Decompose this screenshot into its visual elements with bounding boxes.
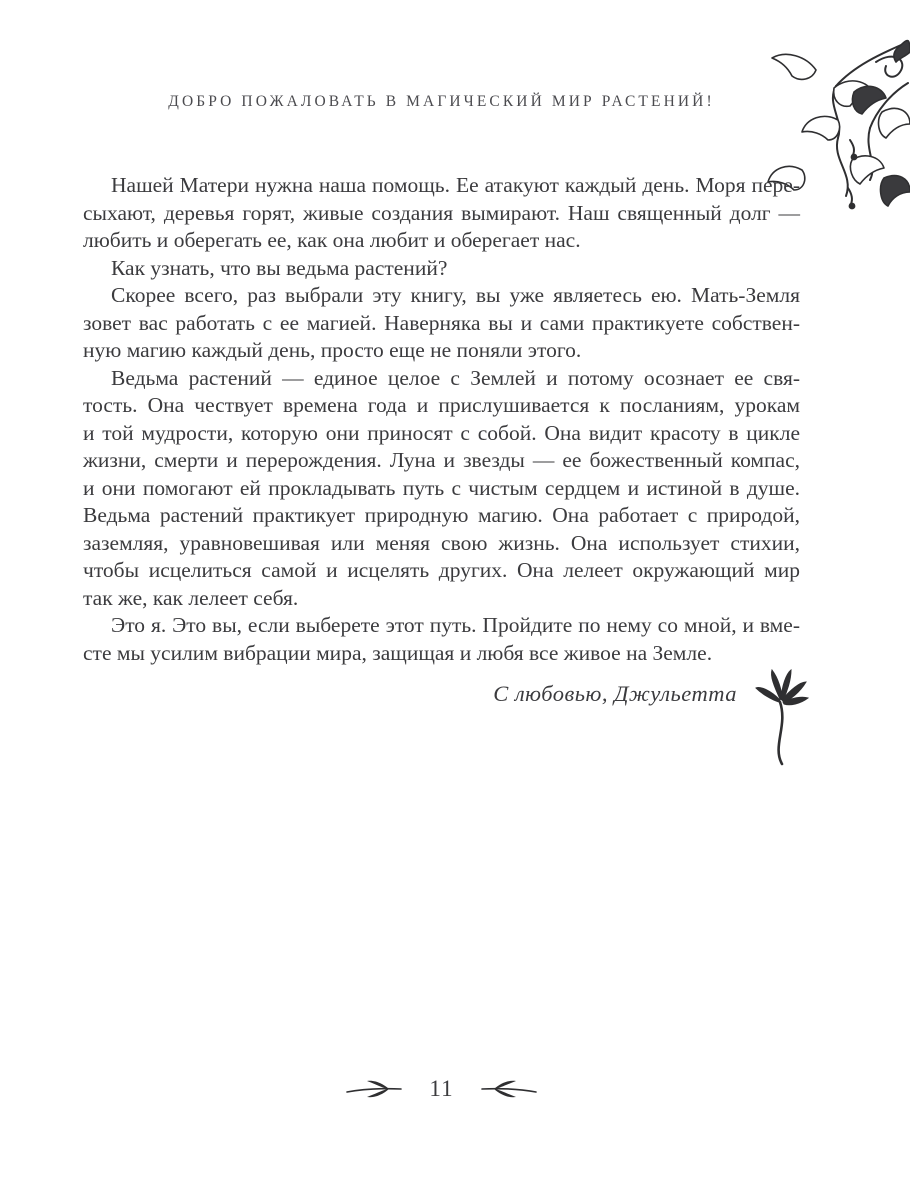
text-line: заземляя, уравновешивая или меняя свою жизнь. Она использует стихии, [83,530,800,555]
text-line: тость. Она чествует времена года и прислушивается к посланиям, урокам [83,393,800,417]
paragraph [83,365,800,613]
plant-sprig-icon [752,662,814,768]
paragraph [83,612,800,667]
text-line: зовет вас работать с ее магией. Наверняка вы и сами практикуете собствен- [83,310,800,335]
text-line: любить и оберегать ее, как она любит и оберегает нас. [83,228,581,252]
text-line: так же, как лелеет себя. [83,585,299,610]
text-line: Скорее всего, раз выбрали эту книгу, вы уже являетесь ею. Мать-Земля [111,283,800,307]
text-line: жизни, смерти и перерождения. Луна и звезды — ее божественный компас, [83,448,800,472]
text-line: сте мы усилим вибрации мира, защищая и любя все живое на Земле. [83,640,713,665]
paragraph [83,282,800,365]
text-line: Нашей Матери нужна наша помощь. Ее атакуют каждый день. Моря пере- [111,173,800,197]
text-line: и они помогают ей прокладывать путь с чистым сердцем и истиной в душе. [83,475,800,500]
text-line: ную магию каждый день, просто еще не поняли этого. [83,338,582,362]
text-line: Ведьма растений практикует природную магию. Она работает с природой, [83,503,800,527]
page-footer [83,1076,800,1102]
page-number: 11 [429,1076,454,1101]
text-line: сыхают, деревья горят, живые создания вымирают. Наш священный долг — [83,200,800,225]
chapter-title: ДОБРО ПОЖАЛОВАТЬ В МАГИЧЕСКИЙ МИР РАСТЕНИЙ! [168,93,715,110]
paragraph [83,255,800,283]
leaf-arrow-left-icon [480,1079,538,1099]
text-line: чтобы исцелиться самой и исцелять других. Она лелеет окружающий мир [83,558,800,582]
text-line: Как узнать, что вы ведьма растений? [111,255,448,280]
signature-text: С любовью, Джульетта [493,681,737,706]
paragraph [83,172,800,255]
leaf-arrow-right-icon [345,1079,403,1099]
body-text [83,172,800,667]
text-line: Это я. Это вы, если выберете этот путь. Пройдите по нему со мной, и вме- [111,613,800,637]
text-line: Ведьма растений — единое целое с Землей и потому осознает ее свя- [111,365,800,390]
text-line: и той мудрости, которую они приносят с собой. Она видит красоту в цикле [83,420,800,445]
